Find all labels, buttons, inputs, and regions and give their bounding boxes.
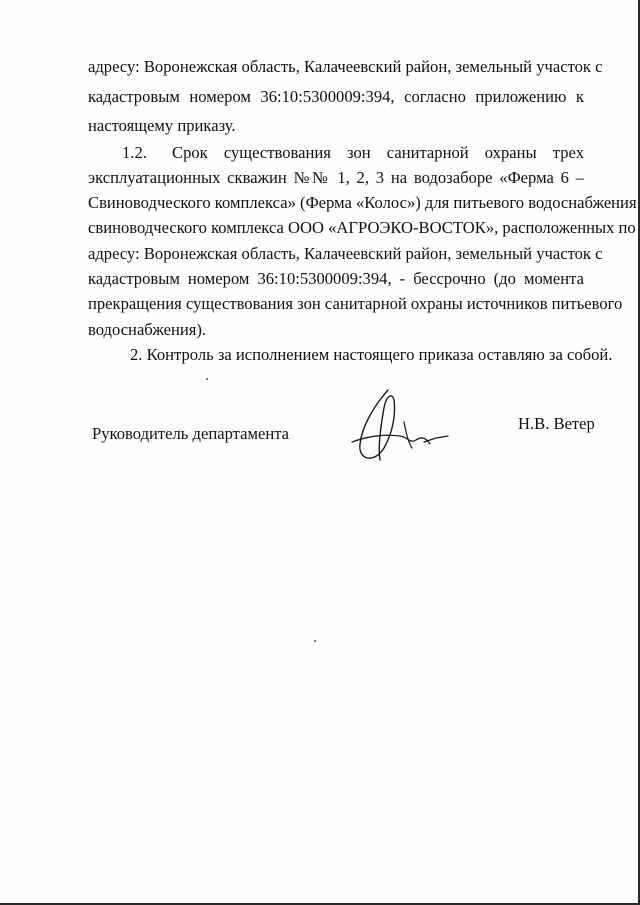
text-line: кадастровым номером 36:10:5300009:394, - бессрочно (до момента [88,269,584,288]
text-line: водоснабжения). [88,320,207,339]
text-line: кадастровым номером 36:10:5300009:394, согласно приложению к [88,87,584,106]
text-line: настоящему приказу. [88,116,236,135]
text-line: адресу: Воронежская область, Калачеевский район, земельный участок с [88,244,603,263]
text-line: эксплуатационных скважин №№ 1, 2, 3 на водозаборе «Ферма 6 – [88,168,584,187]
text-line: Свиноводческого комплекса» (Ферма «Колос») для питьевого водоснабжения [88,193,637,212]
scan-speck [314,640,316,642]
signer-name: Н.В. Ветер [518,414,595,433]
signer-position: Руководитель департамента [92,424,290,443]
paragraph-2: 2. Контроль за исполнением настоящего приказа оставляю за собой. [130,345,613,364]
handwritten-signature [344,386,454,468]
paragraph-number: 1.2. [122,143,147,162]
text-line: прекращения существования зон санитарной охраны источников питьевого [88,294,623,313]
text-line: адресу: Воронежская область, Калачеевский район, земельный участок с [88,57,603,76]
text-line: Срок существования зон санитарной охраны трех [172,143,584,162]
scan-speck [206,378,208,380]
text-line: свиноводческого комплекса ООО «АГРОЭКО-ВОСТОК», расположенных по [88,218,636,237]
